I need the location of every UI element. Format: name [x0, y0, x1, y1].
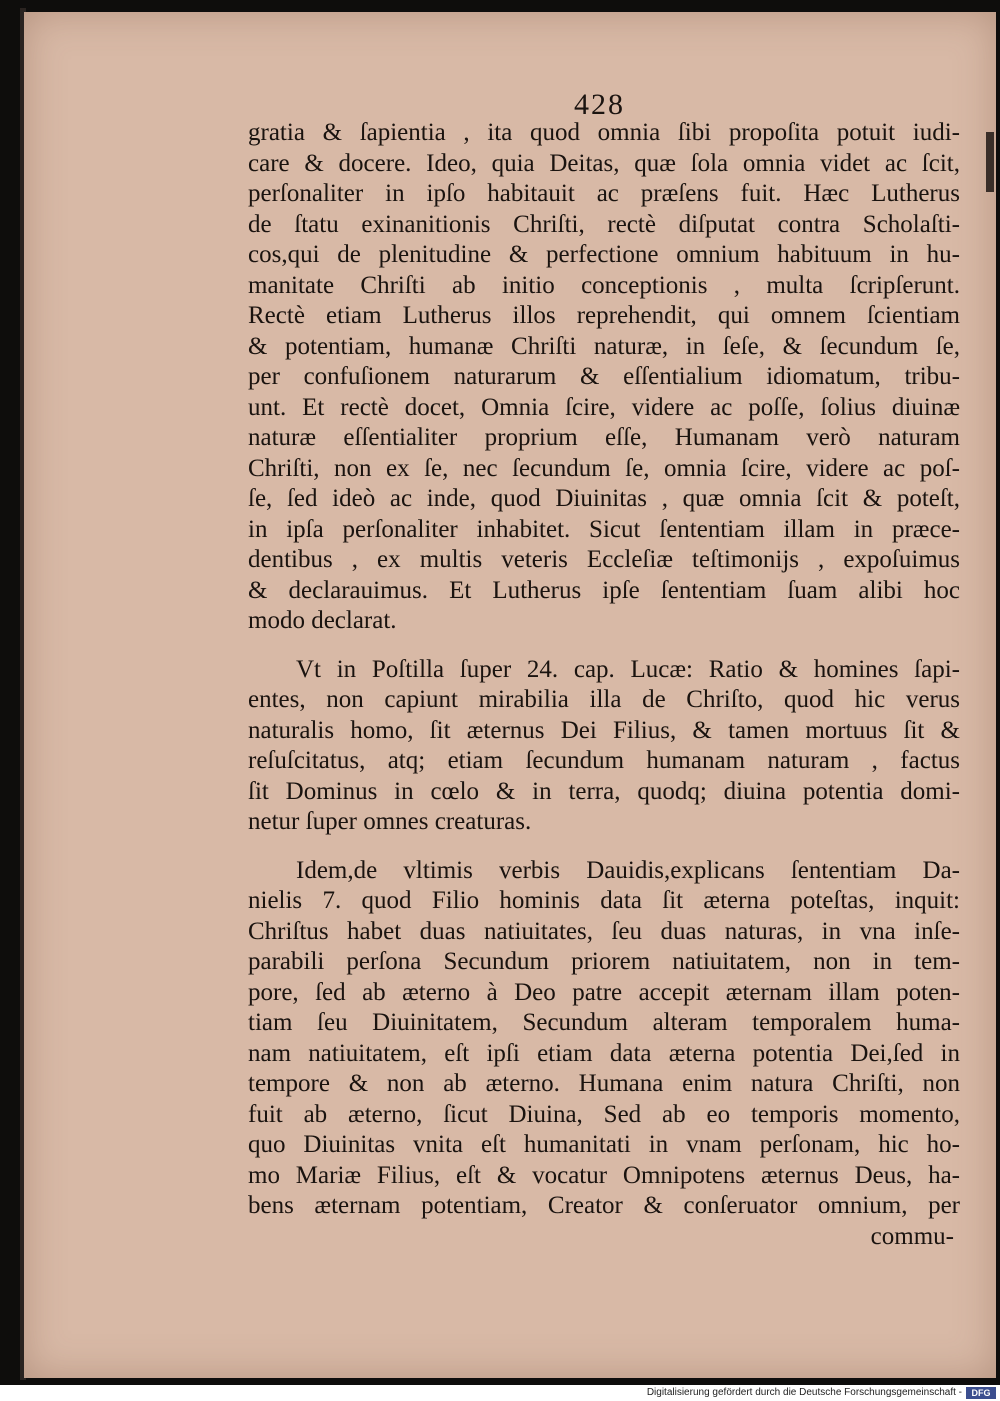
- text-line: reſuſcitatus, atq; etiam ſecundum humanam naturam , factus: [248, 747, 960, 774]
- text-line: tempore & non ab æterno. Humana enim natura Chriſti, non: [248, 1070, 960, 1097]
- text-line: Chriſti, non ex ſe, nec ſecundum ſe, omnia ſcire, videre ac poſ-: [248, 454, 960, 482]
- page-gutter: [986, 132, 994, 192]
- text-line: Idem,de vltimis verbis Dauidis,explicans ſententiam Da-: [296, 856, 960, 884]
- text-line: unt. Et rectè docet, Omnia ſcire, videre ac poſſe, ſolius diuinæ: [248, 393, 960, 421]
- footer-credit: Digitalisierung gefördert durch die Deutsche Forschungsgemeinschaft -: [646, 1387, 962, 1398]
- text-line: Rectè etiam Lutherus illos reprehendit, qui omnem ſcientiam: [248, 302, 960, 329]
- text-line: bens æternam potentiam, Creator & conſeruator omnium, per: [248, 1192, 960, 1219]
- text-line: naturalis homo, ſit æternus Dei Filius, & tamen mortuus ſit &: [248, 716, 960, 744]
- paragraph-3: [248, 856, 960, 1222]
- text-line: de ſtatu exinanitionis Chriſti, rectè diſputat contra Scholaſti-: [248, 210, 960, 238]
- catchword: commu-: [870, 1222, 954, 1250]
- footer: [0, 1385, 1000, 1401]
- paragraph-1: [248, 118, 960, 637]
- text-line: perſonaliter in ipſo habitauit ac præſens fuit. Hæc Lutherus: [248, 180, 960, 207]
- text-line: modo declarat.: [248, 607, 397, 634]
- dfg-logo: DFG: [966, 1387, 996, 1399]
- text-line: parabili perſona Secundum priorem natiuitatem, non in tem-: [248, 948, 960, 975]
- text-line: gratia & ſapientia , ita quod omnia ſibi propoſita potuit iudi-: [248, 119, 960, 146]
- text-line: in ipſa perſonaliter inhabitet. Sicut ſententiam illam in præce-: [248, 515, 960, 543]
- text-line: ſit Dominus in cœlo & in terra, quodq; diuina potentia domi-: [248, 777, 960, 805]
- paragraph-2: [248, 655, 960, 838]
- page-text: [248, 118, 960, 1252]
- text-line: Chriſtus habet duas natiuitates, ſeu duas naturas, in vna inſe-: [248, 917, 960, 945]
- text-line: cos,qui de plenitudine & perfectione omnium habituum in hu-: [248, 241, 960, 268]
- text-line: manitate Chriſti ab initio conceptionis , multa ſcripſerunt.: [248, 271, 960, 299]
- text-line: entes, non capiunt mirabilia illa de Chriſto, quod hic verus: [248, 686, 960, 713]
- text-line: & potentiam, humanæ Chriſti naturæ, in ſeſe, & ſecundum ſe,: [248, 332, 960, 360]
- text-line: netur ſuper omnes creaturas.: [248, 808, 532, 835]
- text-line: naturæ eſſentialiter proprium eſſe, Humanam verò naturam: [248, 424, 960, 451]
- text-line: fuit ab æterno, ſicut Diuina, Sed ab eo temporis momento,: [248, 1100, 960, 1128]
- text-line: pore, ſed ab æterno à Deo patre accepit æternam illam poten-: [248, 978, 960, 1006]
- text-line: nam natiuitatem, eſt ipſi etiam data æterna potentia Dei,ſed in: [248, 1039, 960, 1067]
- text-line: quo Diuinitas vnita eſt humanitati in vnam perſonam, hic ho-: [248, 1131, 960, 1158]
- text-line: dentibus , ex multis veteris Eccleſiæ teſtimonijs , expoſuimus: [248, 546, 960, 573]
- text-line: nielis 7. quod Filio hominis data ſit æterna poteſtas, inquit:: [248, 887, 960, 914]
- text-line: mo Mariæ Filius, eſt & vocatur Omnipotens æternus Deus, ha-: [248, 1161, 960, 1189]
- text-line: tiam ſeu Diuinitatem, Secundum alteram temporalem huma-: [248, 1009, 960, 1036]
- text-line: & declarauimus. Et Lutherus ipſe ſententiam ſuam alibi hoc: [248, 576, 960, 604]
- text-line: care & docere. Ideo, quia Deitas, quæ ſola omnia videt ac ſcit,: [248, 149, 960, 177]
- text-line: Vt in Poſtilla ſuper 24. cap. Lucæ: Ratio & homines ſapi-: [296, 655, 960, 683]
- text-line: per confuſionem naturarum & eſſentialium idiomatum, tribu-: [248, 363, 960, 390]
- page-number: 428: [574, 88, 625, 121]
- text-line: ſe, ſed ideò ac inde, quod Diuinitas , quæ omnia ſcit & poteſt,: [248, 485, 960, 512]
